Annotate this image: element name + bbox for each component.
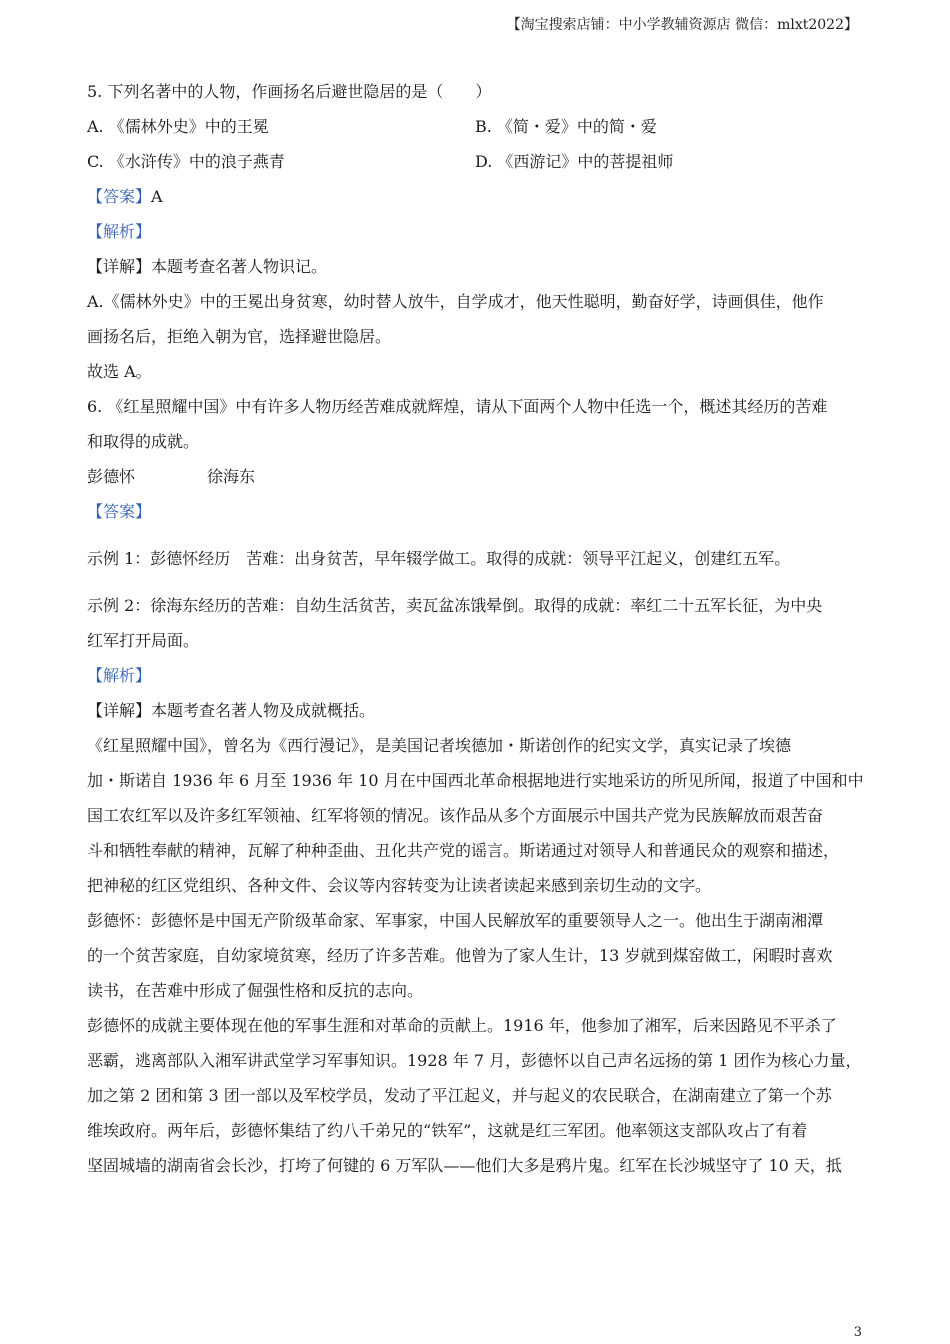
detail-label: 【详解】 [87,257,152,276]
paragraph-line: 加之第 2 团和第 3 团一部以及军校学员，发动了平江起义，并与起义的农民联合，在湖南建立了第一个苏 [87,1086,832,1105]
paragraph-line: 坚固城墙的湖南省会长沙，打垮了何键的 6 万军队——他们大多是鸦片鬼。红军在长沙城坚守了 10 天，抵 [87,1156,842,1175]
q6-example-2-line: 红军打开局面。 [87,631,200,650]
detail-text: 本题考查名著人物及成就概括。 [151,701,376,720]
detail-label: 【详解】 [87,701,152,720]
paragraph-line: 加・斯诺自 1936 年 6 月至 1936 年 10 月在中国西北革命根据地进行实地采访的所见所闻，报道了中国和中 [87,771,864,790]
q6-question-line: 6. 《红星照耀中国》中有许多人物历经苦难成就辉煌，请从下面两个人物中任选一个，概述其经历的苦难 [87,397,828,416]
q5-explanation-line: 画扬名后，拒绝入朝为官，选择避世隐居。 [87,327,392,346]
q6-detail [87,693,865,728]
paragraph-line: 国工农红军以及许多红军领袖、红军将领的情况。该作品从多个方面展示中国共产党为民族解放而艰苦奋 [87,806,824,825]
q6-analysis-label: 【解析】 [87,666,152,685]
paragraph-line: 彭德怀：彭德怀是中国无产阶级革命家、军事家，中国人民解放军的重要领导人之一。他出生于湖南湘潭 [87,911,824,930]
q5-options-row-1 [87,109,865,144]
q5-explanation-line: A.《儒林外史》中的王冕出身贫寒，幼时替人放牛，自学成才，他天性聪明，勤奋好学，诗画俱佳，他作 [87,292,824,311]
paragraph-line: 读书，在苦难中形成了倔强性格和反抗的志向。 [87,981,424,1000]
person-option: 徐海东 [207,467,256,486]
q6-example-1: 示例 1：彭德怀经历 苦难：出身贫苦，早年辍学做工。取得的成就：领导平江起义，创建红五军。 [87,549,791,568]
q6-paragraph-1 [87,728,865,903]
q5-question: 5. 下列名著中的人物，作画扬名后避世隐居的是（ ） [87,82,492,101]
q5-conclusion: 故选 A。 [87,362,152,381]
paragraph-line: 把神秘的红区党组织、各种文件、会议等内容转变为让读者读起来感到亲切生动的文字。 [87,876,712,895]
q6-paragraph-2 [87,903,865,1008]
q6-question-line: 和取得的成就。 [87,432,200,451]
q5-option-c: C. 《水浒传》中的浪子燕青 [87,152,285,171]
person-option: 彭德怀 [87,467,136,486]
q6-answer-label: 【答案】 [87,502,152,521]
page-header: 【淘宝搜索店铺：中小学教辅资源店 微信：mlxt2022】 [506,17,858,33]
answer-label: 【答案】 [87,187,152,206]
paragraph-line: 恶霸，逃离部队入湘军讲武堂学习军事知识。1928 年 7 月，彭德怀以自己声名远扬的第 1 团作为核心力量， [87,1051,862,1070]
paragraph-line: 的一个贫苦家庭，自幼家境贫寒，经历了许多苦难。他曾为了家人生计，13 岁就到煤窑做工，闲暇时喜欢 [87,946,833,965]
q5-answer [87,179,865,214]
q6-example-2-line: 示例 2：徐海东经历的苦难：自幼生活贫苦，卖瓦盆冻饿晕倒。取得的成就：率红二十五军长征，为中央 [87,596,823,615]
q5-option-b: B. 《简・爱》中的简・爱 [475,117,657,136]
paragraph-line: 斗和牺牲奉献的精神，瓦解了种种歪曲、丑化共产党的谣言。斯诺通过对领导人和普通民众的观察和描述， [87,841,840,860]
paragraph-line: 维埃政府。两年后，彭德怀集结了约八千弟兄的“铁军”，这就是红三军团。他率领这支部队攻占了有着 [87,1121,808,1140]
q5-detail [87,249,865,284]
q6-persons [87,459,865,494]
q5-analysis-label: 【解析】 [87,222,152,241]
detail-text: 本题考查名著人物识记。 [151,257,328,276]
answer-value: A [151,187,163,206]
document-body [87,74,865,1183]
paragraph-line: 彭德怀的成就主要体现在他的军事生涯和对革命的贡献上。1916 年，他参加了湘军，后来因路见不平杀了 [87,1016,837,1035]
q5-option-d: D. 《西游记》中的菩提祖师 [475,152,674,171]
q6-paragraph-3 [87,1008,865,1183]
page-number: 3 [853,1325,862,1340]
paragraph-line: 《红星照耀中国》，曾名为《西行漫记》，是美国记者埃德加・斯诺创作的纪实文学，真实记录了埃德 [87,736,792,755]
q5-options-row-2 [87,144,865,179]
q5-option-a: A. 《儒林外史》中的王冕 [87,117,269,136]
